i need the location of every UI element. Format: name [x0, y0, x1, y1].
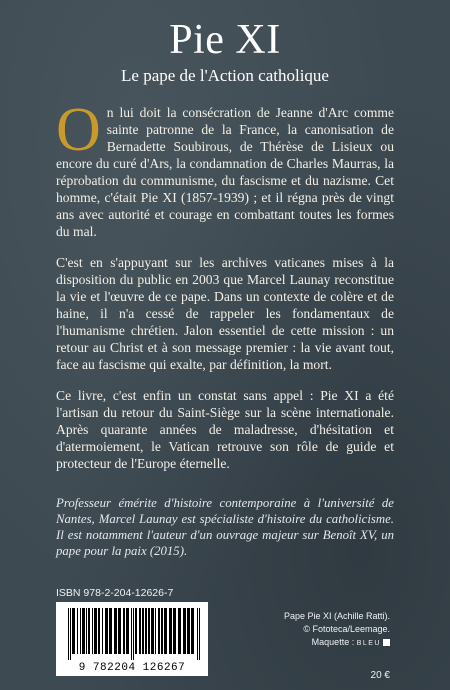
- barcode-bar: [86, 608, 87, 654]
- barcode-bar: [164, 608, 167, 654]
- barcode-bar: [173, 608, 176, 654]
- photo-credits: [284, 610, 390, 650]
- barcode-guard-bar: [70, 608, 71, 660]
- paragraph-1-text: n lui doit la consécration de Jeanne d'Arc comme sainte patronne de la France, la canonisation de Bernadette Soubirous, de Thérèse de Lisieux ou encore du curé d'Ars, la condamnation de Charles Maurras, la réprobation du communisme, du fascisme et du nazisme. Cet homme, c'était Pie XI (1857-1939) ; et il régna près de vingt ans avec autorité et courage en combattant toutes les formes du mal.: [56, 105, 394, 239]
- barcode-guard-bar: [199, 608, 200, 660]
- barcode-bar: [161, 608, 163, 654]
- barcode-bar: [94, 608, 97, 654]
- barcode-bar: [118, 608, 121, 654]
- credit-copyright: © Fototeca/Leemage.: [303, 624, 390, 634]
- paragraph-3: Ce livre, c'est enfin un constat sans appel : Pie XI a été l'artisan du retour du Saint-Siège sur la scène internationale. Après quarante années de maladresse, d'hésitation et d'atermoiement, le Vatican retrouve son rôle de guide et protecteur de l'Europe éternelle.: [56, 388, 394, 471]
- barcode-bar: [123, 608, 125, 654]
- barcode-bar: [126, 608, 129, 654]
- barcode-bar: [92, 608, 93, 654]
- design-studio-name: BLEU: [356, 640, 381, 647]
- credit-caption: Pape Pie XI (Achille Ratti).: [283, 611, 390, 621]
- barcode-bar: [142, 608, 144, 654]
- barcode-bar: [98, 608, 100, 654]
- barcode-bar: [88, 608, 90, 654]
- barcode-guard-bar: [131, 608, 132, 660]
- barcode-bar: [102, 608, 103, 654]
- paragraph-1: [56, 96, 394, 240]
- bleu-logo-icon: [383, 639, 390, 646]
- isbn-number: ISBN 978-2-204-12626-7: [56, 587, 174, 599]
- barcode-bar: [151, 608, 154, 654]
- barcode-bar: [169, 608, 172, 654]
- barcode-bar: [114, 608, 117, 654]
- paragraph-2: C'est en s'appuyant sur les archives vaticanes mises à la disposition du public en 2003 que Marcel Launay reconstitue la vie et l'œuvre de ce pape. Dans un contexte de colère et de haine, il n'a cessé de rappeler les fondamentaux de l'humanisme chrétien. Jalon essentiel de cette mission : un retour au Christ et à son message premier : la vie avant tout, face au fascisme qui exalte, par définition, la mort.: [56, 255, 394, 372]
- barcode-bar: [139, 608, 141, 654]
- barcode: [56, 602, 208, 676]
- barcode-bar: [80, 608, 81, 654]
- barcode-guard-bar: [197, 608, 198, 660]
- barcode-bar: [105, 608, 108, 654]
- barcode-bar: [155, 608, 156, 654]
- book-title: Pie XI: [169, 17, 281, 63]
- credit-design: [284, 636, 390, 650]
- price-label: 20 €: [370, 670, 390, 681]
- barcode-guard-bar: [68, 608, 69, 660]
- barcode-bar: [191, 608, 194, 654]
- barcode-guard-bar: [133, 608, 134, 660]
- book-subtitle: Le pape de l'Action catholique: [121, 66, 329, 85]
- barcode-bar: [183, 608, 186, 654]
- barcode-bar: [148, 608, 150, 654]
- drop-cap-letter: O: [56, 96, 101, 164]
- author-biography: Professeur émérite d'histoire contemporaine à l'université de Nantes, Marcel Launay est spécialiste d'histoire du catholicisme. Il est notamment l'auteur d'un ouvrage majeur sur Benoît XV, un pape pour la paix (2015).: [56, 496, 394, 558]
- barcode-digits: 9 782204 126267: [78, 662, 186, 674]
- barcode-bar: [145, 608, 147, 654]
- barcode-bar: [82, 608, 85, 654]
- barcode-bar: [178, 608, 181, 654]
- barcode-bar: [135, 608, 137, 654]
- barcode-bar: [77, 608, 78, 654]
- barcode-bar: [187, 608, 190, 654]
- barcode-bar: [158, 608, 160, 654]
- barcode-bars: [68, 608, 200, 660]
- credit-design-label: Maquette :: [311, 637, 357, 647]
- barcode-bar: [109, 608, 112, 654]
- blurb-text: [56, 96, 394, 486]
- barcode-bar: [72, 608, 75, 654]
